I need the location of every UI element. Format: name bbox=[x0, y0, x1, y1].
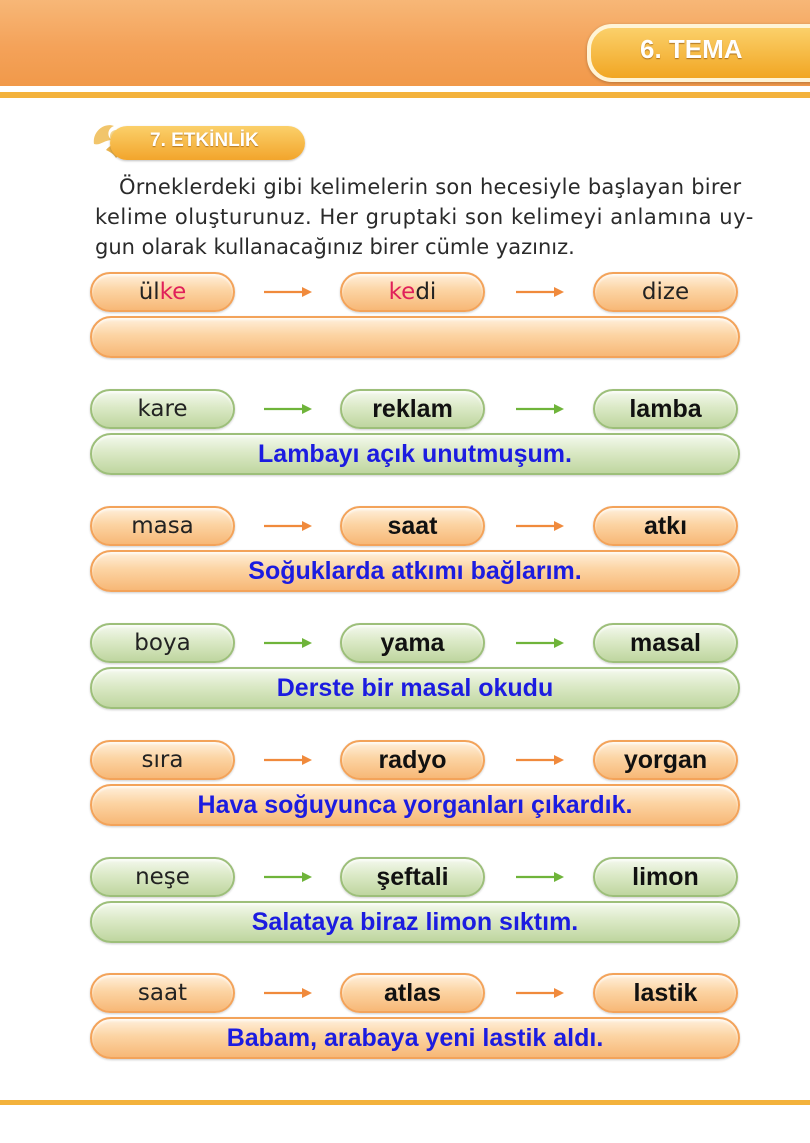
word-group bbox=[90, 623, 740, 713]
arrow-right-icon bbox=[514, 284, 566, 300]
arrow-right-icon bbox=[262, 985, 314, 1001]
arrow-right-icon bbox=[262, 284, 314, 300]
word-1-part-a: ül bbox=[138, 279, 160, 305]
sentence-field[interactable]: Babam, arabaya yeni lastik aldı. bbox=[90, 1017, 740, 1059]
example-group bbox=[90, 272, 740, 362]
word-1-part-b: ke bbox=[159, 279, 187, 305]
word-1: neşe bbox=[90, 857, 235, 897]
word-1 bbox=[90, 272, 235, 312]
instruction-line: gun olarak kullanacağınız birer cümle yazınız. bbox=[95, 235, 575, 259]
word-2-part-a: ke bbox=[388, 279, 416, 305]
theme-label: 6. TEMA bbox=[640, 34, 743, 64]
word-3: limon bbox=[593, 857, 738, 897]
arrow-right-icon bbox=[262, 401, 314, 417]
word-2: saat bbox=[340, 506, 485, 546]
arrow-right-icon bbox=[514, 869, 566, 885]
word-2: reklam bbox=[340, 389, 485, 429]
word-2 bbox=[340, 272, 485, 312]
arrow-right-icon bbox=[514, 635, 566, 651]
arrow-right-icon bbox=[514, 752, 566, 768]
word-2: şeftali bbox=[340, 857, 485, 897]
arrow-right-icon bbox=[514, 985, 566, 1001]
arrow-right-icon bbox=[262, 518, 314, 534]
word-2-part-b: di bbox=[415, 279, 437, 305]
sentence-field[interactable]: Salataya biraz limon sıktım. bbox=[90, 901, 740, 943]
arrow-right-icon bbox=[262, 752, 314, 768]
word-2: yama bbox=[340, 623, 485, 663]
activity-label: 7. ETKİNLİK bbox=[150, 130, 259, 151]
word-1: kare bbox=[90, 389, 235, 429]
instructions bbox=[95, 172, 754, 262]
instruction-line: Örneklerdeki gibi kelimelerin son hecesiyle başlayan birer bbox=[119, 175, 742, 199]
word-3: yorgan bbox=[593, 740, 738, 780]
footer-rule bbox=[0, 1100, 810, 1105]
word-group bbox=[90, 973, 740, 1063]
header-rule bbox=[0, 92, 810, 98]
sentence-field[interactable]: Soğuklarda atkımı bağlarım. bbox=[90, 550, 740, 592]
word-3: dize bbox=[593, 272, 738, 312]
sentence-field[interactable]: Hava soğuyunca yorganları çıkardık. bbox=[90, 784, 740, 826]
word-2: radyo bbox=[340, 740, 485, 780]
sentence-field[interactable] bbox=[90, 316, 740, 358]
word-1: masa bbox=[90, 506, 235, 546]
arrow-right-icon bbox=[262, 869, 314, 885]
arrow-right-icon bbox=[514, 401, 566, 417]
arrow-right-icon bbox=[262, 635, 314, 651]
sentence-field[interactable]: Derste bir masal okudu bbox=[90, 667, 740, 709]
word-3: lamba bbox=[593, 389, 738, 429]
word-2: atlas bbox=[340, 973, 485, 1013]
arrow-right-icon bbox=[514, 518, 566, 534]
word-3: lastik bbox=[593, 973, 738, 1013]
instruction-line: kelime oluşturunuz. Her gruptaki son kelimeyi anlamına uy- bbox=[95, 205, 754, 229]
word-group bbox=[90, 506, 740, 596]
word-1: boya bbox=[90, 623, 235, 663]
word-group bbox=[90, 857, 740, 947]
sentence-field[interactable]: Lambayı açık unutmuşum. bbox=[90, 433, 740, 475]
word-1: sıra bbox=[90, 740, 235, 780]
word-3: masal bbox=[593, 623, 738, 663]
word-3: atkı bbox=[593, 506, 738, 546]
word-1: saat bbox=[90, 973, 235, 1013]
word-group bbox=[90, 740, 740, 830]
word-group bbox=[90, 389, 740, 479]
